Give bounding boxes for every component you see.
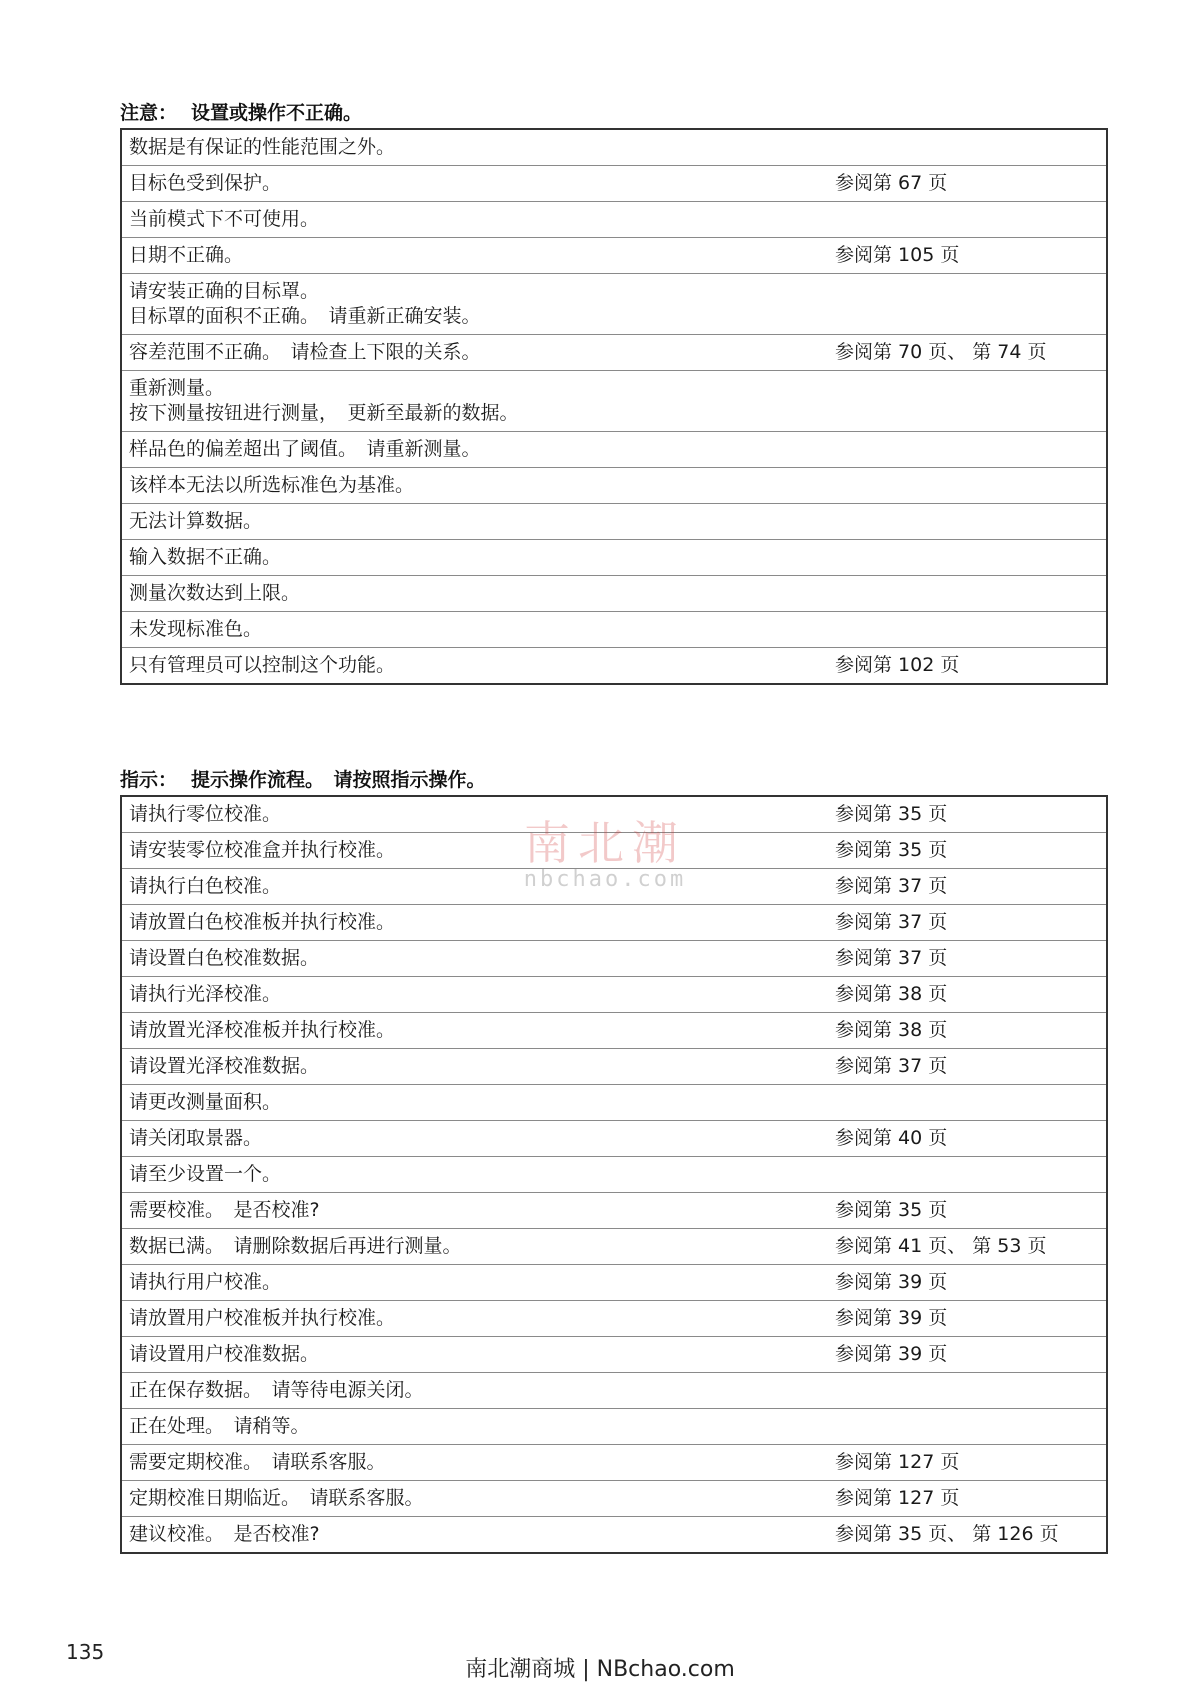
- table-row: [121, 1265, 1107, 1301]
- page-reference-cell: [828, 1517, 1107, 1554]
- instruction-section-title: [120, 765, 486, 792]
- message-cell: [121, 796, 828, 833]
- page-reference-cell: [828, 371, 1107, 432]
- warning-description: 设置或操作不正确。: [191, 102, 363, 124]
- message-cell: [121, 1157, 828, 1193]
- instruction-message-table: [120, 795, 1108, 1554]
- warning-label: 注意：: [120, 102, 178, 124]
- message-cell: [121, 1481, 828, 1517]
- table-row: [121, 1085, 1107, 1121]
- instruction-description: 提示操作流程。 请按照指示操作。: [191, 769, 486, 791]
- watermark-cn: 南北潮: [524, 816, 686, 870]
- message-cell: [121, 1445, 828, 1481]
- page-reference-cell: [828, 796, 1107, 833]
- table-row: [121, 274, 1107, 335]
- table-row: [121, 1121, 1107, 1157]
- page-reference-cell: [828, 166, 1107, 202]
- message-line: 请至少设置一个。: [129, 1163, 282, 1185]
- page-reference: 参阅第 37 页: [835, 911, 948, 933]
- message-cell: [121, 1193, 828, 1229]
- message-line: 请安装零位校准盒并执行校准。: [129, 839, 396, 861]
- message-line: 未发现标准色。: [129, 618, 263, 640]
- message-cell: [121, 648, 828, 685]
- message-line: 输入数据不正确。: [129, 546, 282, 568]
- page-footer: 南北潮商城 | NBchao.com: [465, 1657, 735, 1682]
- message-line: 请执行零位校准。: [129, 803, 282, 825]
- warning-message-table: [120, 128, 1108, 685]
- message-cell: [121, 1229, 828, 1265]
- table-row: [121, 540, 1107, 576]
- message-cell: [121, 504, 828, 540]
- page-reference: 参阅第 105 页: [835, 244, 960, 266]
- page-reference-cell: [828, 1445, 1107, 1481]
- message-cell: [121, 1409, 828, 1445]
- page-reference: 参阅第 37 页: [835, 875, 948, 897]
- page-number: 135: [66, 1640, 105, 1664]
- table-row: [121, 977, 1107, 1013]
- page-reference: 参阅第 35 页: [835, 839, 948, 861]
- message-cell: [121, 1517, 828, 1554]
- message-cell: [121, 371, 828, 432]
- page-reference: 参阅第 38 页: [835, 1019, 948, 1041]
- message-cell: [121, 274, 828, 335]
- page-reference: 参阅第 70 页、: [835, 341, 967, 363]
- message-cell: [121, 1373, 828, 1409]
- message-line: 请关闭取景器。: [129, 1127, 263, 1149]
- message-line: 需要定期校准。 请联系客服。: [129, 1451, 386, 1473]
- message-line: 日期不正确。: [129, 244, 244, 266]
- instruction-table-body: [121, 796, 1107, 1553]
- message-cell: [121, 540, 828, 576]
- table-row: [121, 1049, 1107, 1085]
- page-reference-cell: [828, 648, 1107, 685]
- table-row: [121, 238, 1107, 274]
- message-line: 目标罩的面积不正确。 请重新正确安装。: [129, 305, 481, 327]
- page-reference-cell: [828, 335, 1107, 371]
- table-row: [121, 1013, 1107, 1049]
- table-row: [121, 1373, 1107, 1409]
- page-reference: 参阅第 38 页: [835, 983, 948, 1005]
- message-line: 需要校准。 是否校准?: [129, 1199, 320, 1221]
- table-row: [121, 1193, 1107, 1229]
- message-cell: [121, 238, 828, 274]
- message-line: 请执行用户校准。: [129, 1271, 282, 1293]
- message-line: 请设置光泽校准数据。: [129, 1055, 320, 1077]
- page-reference: 参阅第 35 页: [835, 803, 948, 825]
- table-row: [121, 1301, 1107, 1337]
- table-row: [121, 869, 1107, 905]
- table-row: [121, 1445, 1107, 1481]
- table-row: [121, 941, 1107, 977]
- message-line: 请设置用户校准数据。: [129, 1343, 320, 1365]
- message-cell: [121, 432, 828, 468]
- message-cell: [121, 905, 828, 941]
- message-cell: [121, 202, 828, 238]
- message-line: 正在保存数据。 请等待电源关闭。: [129, 1379, 424, 1401]
- page-reference-cell: [828, 1013, 1107, 1049]
- message-cell: [121, 1049, 828, 1085]
- table-row: [121, 504, 1107, 540]
- page-reference-cell: [828, 1193, 1107, 1229]
- message-line: 请更改测量面积。: [129, 1091, 282, 1113]
- table-row: [121, 166, 1107, 202]
- table-row: [121, 202, 1107, 238]
- table-row: [121, 1409, 1107, 1445]
- page-reference-cell: [828, 129, 1107, 166]
- message-line: 无法计算数据。: [129, 510, 263, 532]
- page-reference: 参阅第 39 页: [835, 1307, 948, 1329]
- message-cell: [121, 977, 828, 1013]
- table-row: [121, 1337, 1107, 1373]
- page-reference-cell: [828, 1373, 1107, 1409]
- message-line: 请放置白色校准板并执行校准。: [129, 911, 396, 933]
- table-row: [121, 1229, 1107, 1265]
- page-reference: 参阅第 127 页: [835, 1451, 960, 1473]
- page-reference-cell: [828, 540, 1107, 576]
- message-line: 当前模式下不可使用。: [129, 208, 320, 230]
- message-cell: [121, 869, 828, 905]
- table-row: [121, 833, 1107, 869]
- table-row: [121, 905, 1107, 941]
- page-reference-cell: [828, 504, 1107, 540]
- message-line: 定期校准日期临近。 请联系客服。: [129, 1487, 424, 1509]
- message-cell: [121, 576, 828, 612]
- page-reference-cell: [828, 905, 1107, 941]
- message-line: 容差范围不正确。 请检查上下限的关系。: [129, 341, 481, 363]
- page-reference-cell: [828, 1085, 1107, 1121]
- message-cell: [121, 166, 828, 202]
- page-reference-cell: [828, 869, 1107, 905]
- page-reference-cell: [828, 977, 1107, 1013]
- message-cell: [121, 1301, 828, 1337]
- message-line: 请设置白色校准数据。: [129, 947, 320, 969]
- page-reference-cell: [828, 941, 1107, 977]
- message-line: 请执行光泽校准。: [129, 983, 282, 1005]
- page-reference-cell: [828, 1481, 1107, 1517]
- message-line: 测量次数达到上限。: [129, 582, 301, 604]
- page-reference: 参阅第 40 页: [835, 1127, 948, 1149]
- page-reference: 参阅第 39 页: [835, 1343, 948, 1365]
- message-line: 请执行白色校准。: [129, 875, 282, 897]
- message-line: 正在处理。 请稍等。: [129, 1415, 310, 1437]
- page-reference: 参阅第 41 页、: [835, 1235, 967, 1257]
- message-line: 只有管理员可以控制这个功能。: [129, 654, 396, 676]
- message-line: 目标色受到保护。: [129, 172, 282, 194]
- table-row: [121, 432, 1107, 468]
- page-reference: 参阅第 37 页: [835, 1055, 948, 1077]
- warning-section-title: [120, 98, 362, 125]
- message-line: 请放置光泽校准板并执行校准。: [129, 1019, 396, 1041]
- page-reference: 第 53 页: [972, 1235, 1047, 1257]
- table-row: [121, 796, 1107, 833]
- page-reference-cell: [828, 202, 1107, 238]
- table-row: [121, 576, 1107, 612]
- page-reference-cell: [828, 274, 1107, 335]
- page-reference-cell: [828, 1265, 1107, 1301]
- table-row: [121, 371, 1107, 432]
- watermark-en: nbchao.com: [523, 867, 687, 892]
- message-cell: [121, 468, 828, 504]
- page-reference-cell: [828, 238, 1107, 274]
- message-cell: [121, 1265, 828, 1301]
- message-line: 数据已满。 请删除数据后再进行测量。: [129, 1235, 462, 1257]
- message-line: 请安装正确的目标罩。: [129, 280, 320, 302]
- page-reference: 参阅第 102 页: [835, 654, 960, 676]
- page-reference-cell: [828, 1337, 1107, 1373]
- page-reference: 参阅第 39 页: [835, 1271, 948, 1293]
- message-cell: [121, 1337, 828, 1373]
- page-reference-cell: [828, 1121, 1107, 1157]
- table-row: [121, 648, 1107, 685]
- instruction-label: 指示：: [120, 769, 178, 791]
- message-cell: [121, 1013, 828, 1049]
- table-row: [121, 612, 1107, 648]
- page-reference-cell: [828, 1301, 1107, 1337]
- message-cell: [121, 335, 828, 371]
- table-row: [121, 335, 1107, 371]
- page-reference: 参阅第 67 页: [835, 172, 948, 194]
- page-reference-cell: [828, 432, 1107, 468]
- page-reference-cell: [828, 468, 1107, 504]
- table-row: [121, 1517, 1107, 1554]
- message-cell: [121, 1085, 828, 1121]
- page-reference-cell: [828, 833, 1107, 869]
- table-row: [121, 129, 1107, 166]
- message-cell: [121, 129, 828, 166]
- message-cell: [121, 941, 828, 977]
- warning-table-body: [121, 129, 1107, 684]
- message-cell: [121, 612, 828, 648]
- message-line: 请放置用户校准板并执行校准。: [129, 1307, 396, 1329]
- page-reference-cell: [828, 1157, 1107, 1193]
- message-line: 按下测量按钮进行测量， 更新至最新的数据。: [129, 402, 519, 424]
- page-reference: 参阅第 35 页、: [835, 1523, 967, 1545]
- message-cell: [121, 1121, 828, 1157]
- page-reference: 参阅第 37 页: [835, 947, 948, 969]
- page-reference: 参阅第 35 页: [835, 1199, 948, 1221]
- page-reference: 第 126 页: [972, 1523, 1059, 1545]
- table-row: [121, 1157, 1107, 1193]
- table-row: [121, 468, 1107, 504]
- page-reference-cell: [828, 1229, 1107, 1265]
- message-line: 重新测量。: [129, 377, 225, 399]
- page-reference: 参阅第 127 页: [835, 1487, 960, 1509]
- message-line: 数据是有保证的性能范围之外。: [129, 136, 396, 158]
- message-line: 该样本无法以所选标准色为基准。: [129, 474, 415, 496]
- page-reference-cell: [828, 1049, 1107, 1085]
- page-reference-cell: [828, 576, 1107, 612]
- page-reference-cell: [828, 1409, 1107, 1445]
- page-reference-cell: [828, 612, 1107, 648]
- message-line: 建议校准。 是否校准?: [129, 1523, 320, 1545]
- page-reference: 第 74 页: [972, 341, 1047, 363]
- table-row: [121, 1481, 1107, 1517]
- message-cell: [121, 833, 828, 869]
- message-line: 样品色的偏差超出了阈值。 请重新测量。: [129, 438, 481, 460]
